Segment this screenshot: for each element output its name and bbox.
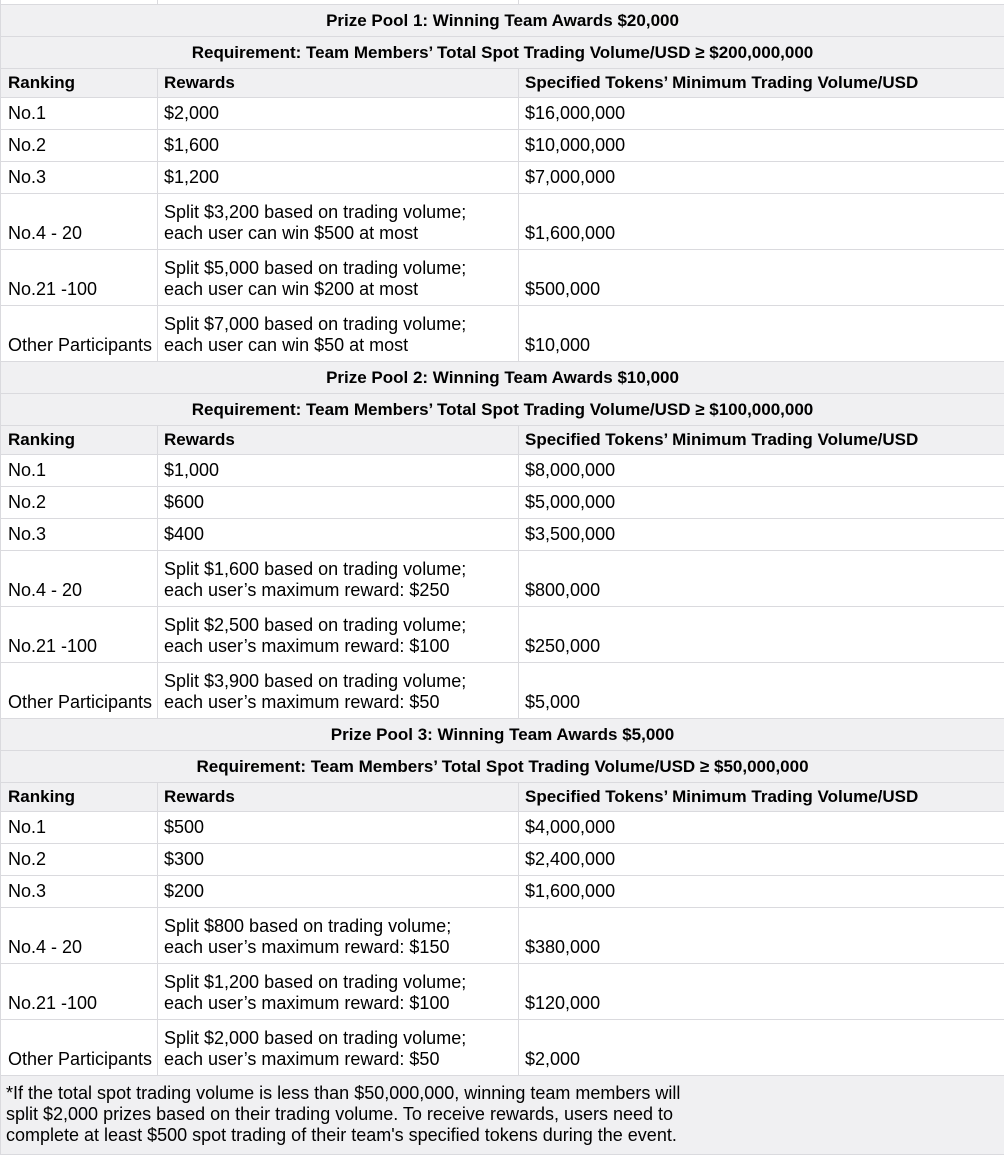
ranking-cell: No.21 -100 bbox=[1, 249, 158, 305]
table-row bbox=[1, 811, 1004, 843]
pool-1-requirement-row bbox=[1, 36, 1004, 68]
table-row bbox=[1, 662, 1004, 718]
pool-3-requirement-row bbox=[1, 750, 1004, 782]
table-row bbox=[1, 843, 1004, 875]
ranking-cell: No.4 - 20 bbox=[1, 193, 158, 249]
volume-cell: $10,000,000 bbox=[519, 129, 1004, 161]
footnote-row bbox=[1, 1075, 1004, 1154]
column-header-volume: Specified Tokens’ Minimum Trading Volume/USD bbox=[519, 425, 1004, 454]
table-row bbox=[1, 193, 1004, 249]
reward-cell: Split $800 based on trading volume; each user’s maximum reward: $150 bbox=[158, 907, 519, 963]
pool-2-requirement-row bbox=[1, 393, 1004, 425]
volume-cell: $250,000 bbox=[519, 606, 1004, 662]
volume-cell: $3,500,000 bbox=[519, 518, 1004, 550]
volume-cell: $8,000,000 bbox=[519, 454, 1004, 486]
table-row bbox=[1, 454, 1004, 486]
ranking-cell: No.1 bbox=[1, 811, 158, 843]
ranking-cell: No.3 bbox=[1, 161, 158, 193]
reward-cell: $500 bbox=[158, 811, 519, 843]
pool-title: Prize Pool 1: Winning Team Awards $20,000 bbox=[1, 4, 1004, 36]
pool-requirement: Requirement: Team Members’ Total Spot Trading Volume/USD ≥ $50,000,000 bbox=[1, 750, 1004, 782]
table-row bbox=[1, 907, 1004, 963]
ranking-cell: No.3 bbox=[1, 518, 158, 550]
ranking-cell: No.2 bbox=[1, 486, 158, 518]
volume-cell: $1,600,000 bbox=[519, 875, 1004, 907]
volume-cell: $16,000,000 bbox=[519, 97, 1004, 129]
pool-title: Prize Pool 2: Winning Team Awards $10,000 bbox=[1, 361, 1004, 393]
pool-2-title-row bbox=[1, 361, 1004, 393]
pool-1-title-row bbox=[1, 4, 1004, 36]
reward-cell: Split $5,000 based on trading volume; each user can win $200 at most bbox=[158, 249, 519, 305]
table-row bbox=[1, 518, 1004, 550]
volume-cell: $1,600,000 bbox=[519, 193, 1004, 249]
column-header-ranking: Ranking bbox=[1, 425, 158, 454]
table-row bbox=[1, 305, 1004, 361]
column-header-volume: Specified Tokens’ Minimum Trading Volume/USD bbox=[519, 782, 1004, 811]
ranking-cell: No.21 -100 bbox=[1, 606, 158, 662]
ranking-cell: No.1 bbox=[1, 454, 158, 486]
volume-cell: $2,400,000 bbox=[519, 843, 1004, 875]
ranking-cell: Other Participants bbox=[1, 1019, 158, 1075]
volume-cell: $380,000 bbox=[519, 907, 1004, 963]
column-header-rewards: Rewards bbox=[158, 425, 519, 454]
ranking-cell: No.1 bbox=[1, 97, 158, 129]
pool-requirement: Requirement: Team Members’ Total Spot Trading Volume/USD ≥ $200,000,000 bbox=[1, 36, 1004, 68]
reward-cell: Split $3,900 based on trading volume; each user’s maximum reward: $50 bbox=[158, 662, 519, 718]
reward-cell: $200 bbox=[158, 875, 519, 907]
table-row bbox=[1, 550, 1004, 606]
pool-requirement: Requirement: Team Members’ Total Spot Trading Volume/USD ≥ $100,000,000 bbox=[1, 393, 1004, 425]
volume-cell: $500,000 bbox=[519, 249, 1004, 305]
reward-cell: $600 bbox=[158, 486, 519, 518]
pool-title: Prize Pool 3: Winning Team Awards $5,000 bbox=[1, 718, 1004, 750]
ranking-cell: No.21 -100 bbox=[1, 963, 158, 1019]
reward-cell: $2,000 bbox=[158, 97, 519, 129]
column-header-rewards: Rewards bbox=[158, 782, 519, 811]
column-header-ranking: Ranking bbox=[1, 68, 158, 97]
column-header-rewards: Rewards bbox=[158, 68, 519, 97]
reward-cell: $1,200 bbox=[158, 161, 519, 193]
volume-cell: $5,000,000 bbox=[519, 486, 1004, 518]
ranking-cell: No.4 - 20 bbox=[1, 907, 158, 963]
column-header-ranking: Ranking bbox=[1, 782, 158, 811]
table-row bbox=[1, 606, 1004, 662]
footnote-text: *If the total spot trading volume is less than $50,000,000, winning team members will split $2,000 prizes based on their trading volume. To receive rewards, users need to complete at least $500 spot trading of their team's specified tokens during the event. bbox=[1, 1075, 1004, 1154]
pool-3-column-header-row bbox=[1, 782, 1004, 811]
pool-1-column-header-row bbox=[1, 68, 1004, 97]
ranking-cell: Other Participants bbox=[1, 305, 158, 361]
table-row bbox=[1, 249, 1004, 305]
ranking-cell: No.2 bbox=[1, 129, 158, 161]
reward-cell: $400 bbox=[158, 518, 519, 550]
volume-cell: $7,000,000 bbox=[519, 161, 1004, 193]
reward-cell: $1,600 bbox=[158, 129, 519, 161]
reward-cell: Split $2,500 based on trading volume; each user’s maximum reward: $100 bbox=[158, 606, 519, 662]
reward-cell: $300 bbox=[158, 843, 519, 875]
table-row bbox=[1, 97, 1004, 129]
ranking-cell: Other Participants bbox=[1, 662, 158, 718]
volume-cell: $5,000 bbox=[519, 662, 1004, 718]
table-row bbox=[1, 963, 1004, 1019]
volume-cell: $4,000,000 bbox=[519, 811, 1004, 843]
reward-cell: Split $7,000 based on trading volume; each user can win $50 at most bbox=[158, 305, 519, 361]
ranking-cell: No.4 - 20 bbox=[1, 550, 158, 606]
table-row bbox=[1, 161, 1004, 193]
table-row bbox=[1, 129, 1004, 161]
reward-cell: Split $1,200 based on trading volume; each user’s maximum reward: $100 bbox=[158, 963, 519, 1019]
volume-cell: $120,000 bbox=[519, 963, 1004, 1019]
table-row bbox=[1, 1019, 1004, 1075]
reward-cell: $1,000 bbox=[158, 454, 519, 486]
pool-3-title-row bbox=[1, 718, 1004, 750]
ranking-cell: No.3 bbox=[1, 875, 158, 907]
volume-cell: $10,000 bbox=[519, 305, 1004, 361]
pool-2-column-header-row bbox=[1, 425, 1004, 454]
reward-cell: Split $2,000 based on trading volume; each user’s maximum reward: $50 bbox=[158, 1019, 519, 1075]
table-row bbox=[1, 875, 1004, 907]
reward-cell: Split $3,200 based on trading volume; each user can win $500 at most bbox=[158, 193, 519, 249]
ranking-cell: No.2 bbox=[1, 843, 158, 875]
reward-cell: Split $1,600 based on trading volume; each user’s maximum reward: $250 bbox=[158, 550, 519, 606]
table-row bbox=[1, 486, 1004, 518]
volume-cell: $2,000 bbox=[519, 1019, 1004, 1075]
volume-cell: $800,000 bbox=[519, 550, 1004, 606]
column-header-volume: Specified Tokens’ Minimum Trading Volume/USD bbox=[519, 68, 1004, 97]
